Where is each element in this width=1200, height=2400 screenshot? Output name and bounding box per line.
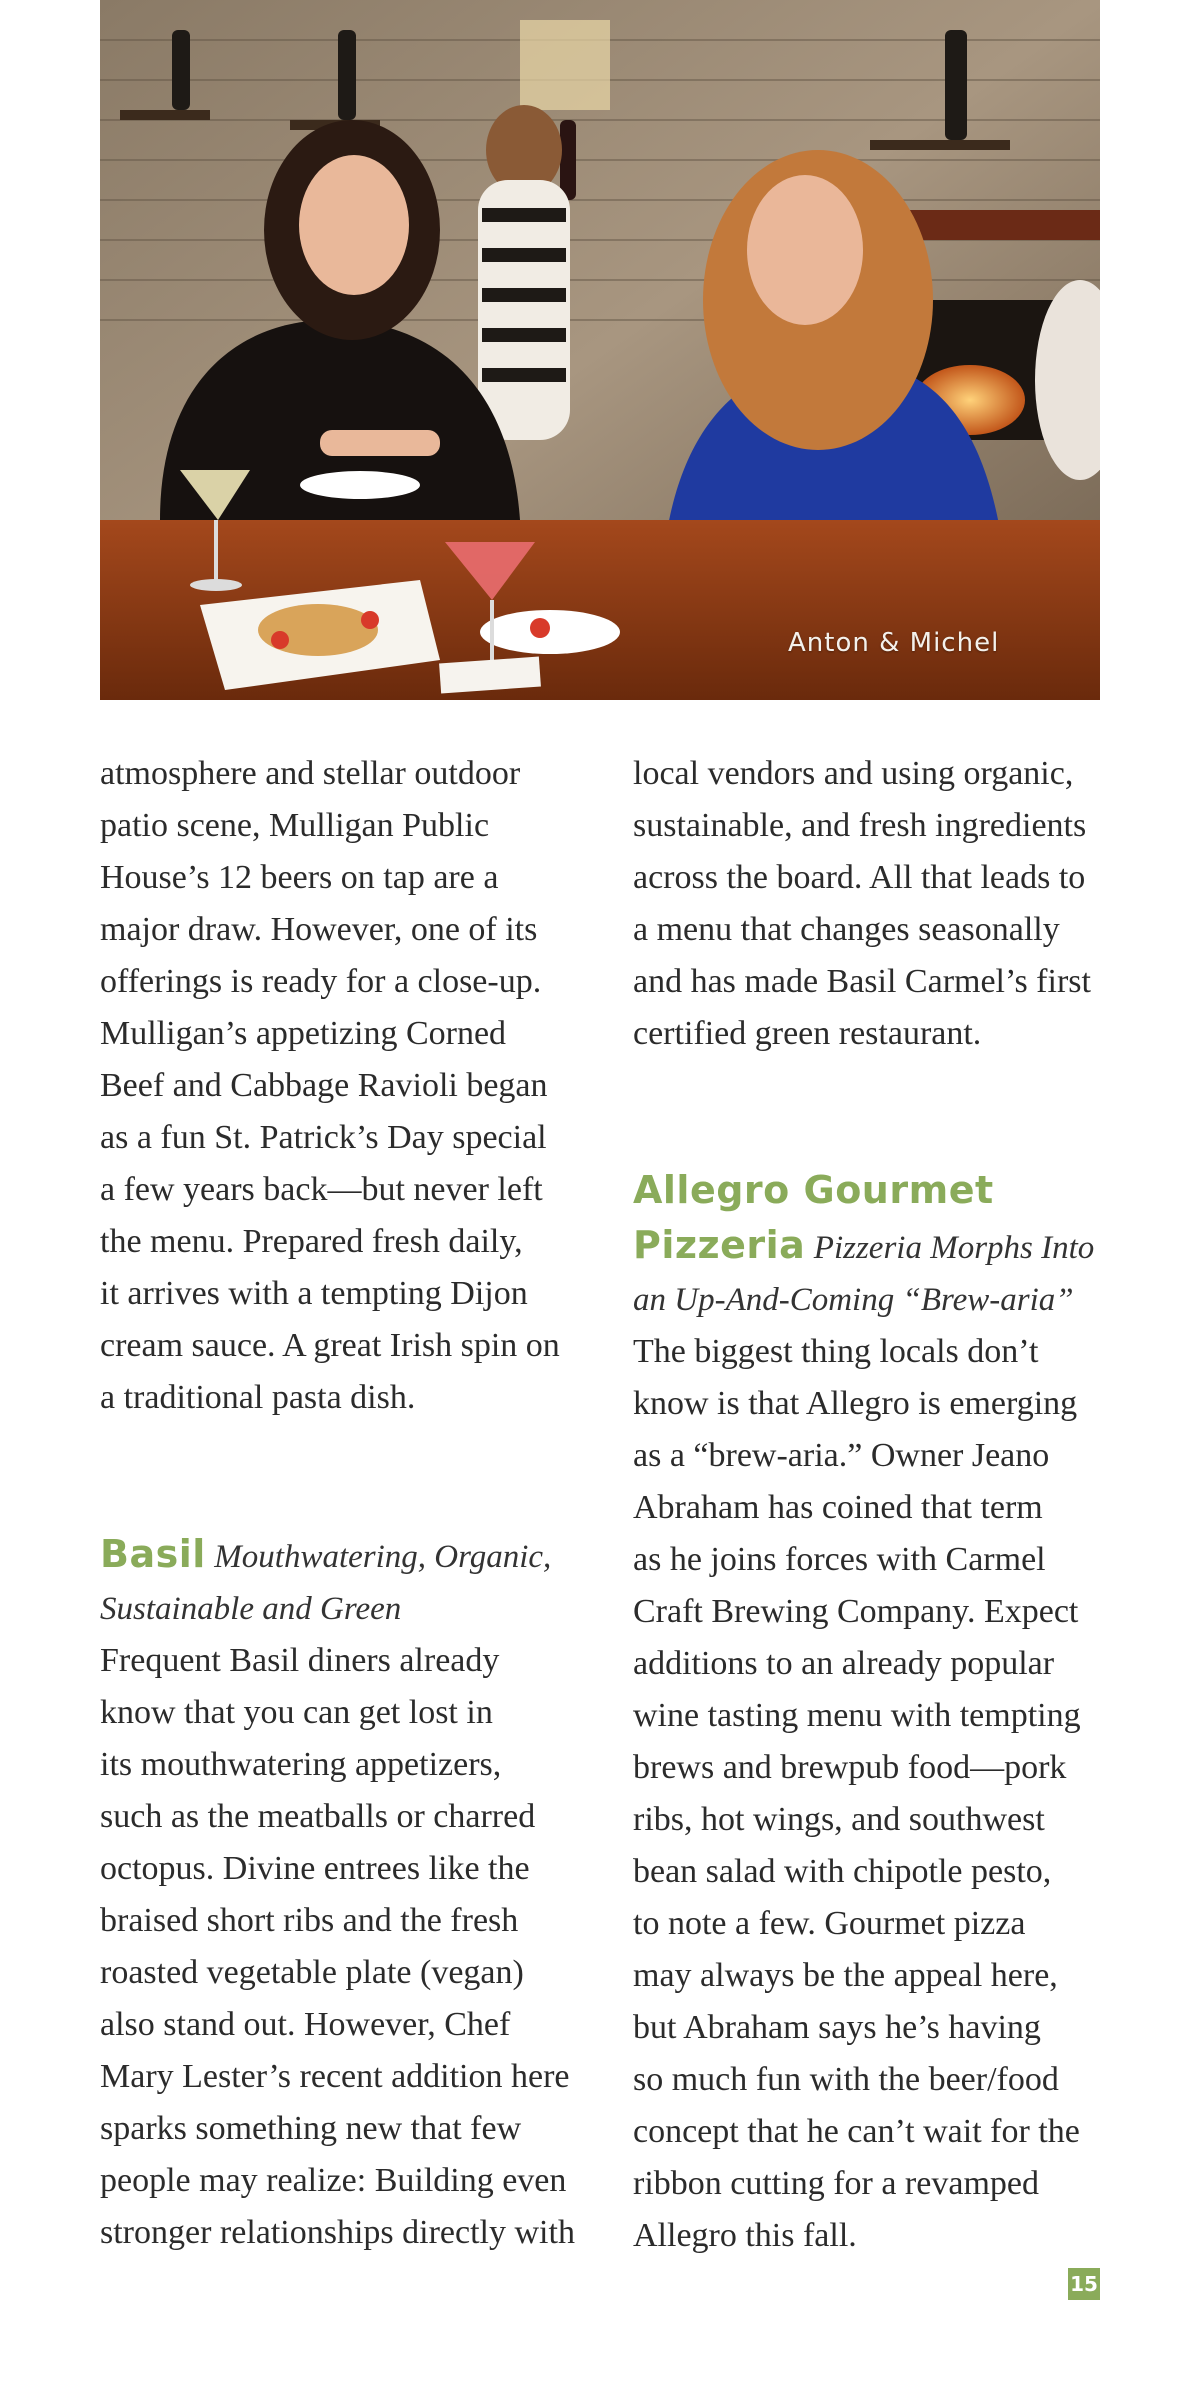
section-spacer	[633, 1060, 1133, 1164]
allegro-title-line1: Allegro Gourmet	[633, 1168, 994, 1212]
page-number: 15	[1068, 2268, 1100, 2300]
basil-title: Basil	[100, 1532, 206, 1576]
basil-continued-paragraph: local vendors and using organic, sustainable, and fresh ingredients across the board. All that leads to a menu that changes seasonally and has made Basil Carmel’s first certified green restaurant.	[633, 755, 1091, 1052]
allegro-paragraph: The biggest thing locals don’t know is that Allegro is emerging as a “brew-aria.” Owner Jeano Abraham has coined that term as he joins forces with Carmel Craft Brewing Company. Expect additions to an already popular wine tasting menu with tempting brews and brewpub food—pork ribs, hot wings, and southwest bean salad with chipotle pesto, to note a few. Gourmet pizza may always be the appeal here, but Abraham says he’s having so much fun with the beer/food concept that he can’t wait for the ribbon cutting for a revamped Allegro this fall.	[633, 1333, 1081, 2254]
basil-heading	[100, 1528, 600, 1635]
basil-paragraph: Frequent Basil diners already know that you can get lost in its mouthwatering appetizers, such as the meatballs or charred octopus. Divine entrees like the braised short ribs and the fresh roasted vegetable plate (vegan) also stand out. However, Chef Mary Lester’s recent addition here sparks something new that few people may realize: Building even stronger relationships directly with	[100, 1642, 575, 2251]
allegro-title-line2: Pizzeria	[633, 1223, 806, 1267]
dining-scene-illustration	[100, 0, 1100, 700]
left-column	[100, 748, 600, 2259]
right-column	[633, 748, 1133, 2262]
restaurant-photo	[100, 0, 1100, 700]
basil-tagline: Mouthwatering, Organic, Sustainable and Green	[100, 1539, 552, 1627]
photo-credit: Anton & Michel	[788, 628, 1000, 658]
allegro-tagline: Pizzeria Morphs Into an Up-And-Coming “Brew-aria”	[633, 1230, 1095, 1318]
intro-paragraph: atmosphere and stellar outdoor patio scene, Mulligan Public House’s 12 beers on tap are a major draw. However, one of its offerings is ready for a close-up. Mulligan’s appetizing Corned Beef and Cabbage Ravioli began as a fun St. Patrick’s Day special a few years back—but never left the menu. Prepared fresh daily, it arrives with a tempting Dijon cream sauce. A great Irish spin on a traditional pasta dish.	[100, 755, 560, 1416]
allegro-heading	[633, 1164, 1133, 1326]
section-spacer	[100, 1424, 600, 1528]
